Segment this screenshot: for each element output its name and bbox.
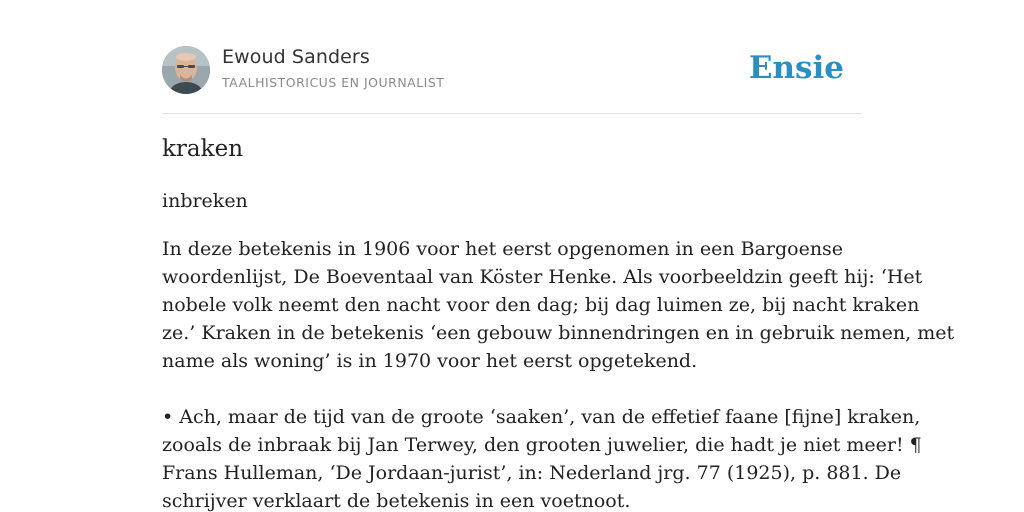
body-line: ze.’ Kraken in de betekenis ‘een gebouw binnendringen en in gebruik nemen, met: [162, 322, 955, 344]
entry-body: [162, 235, 955, 512]
person-photo-icon: [162, 46, 210, 94]
ensie-logo-link[interactable]: Ensie: [748, 50, 844, 86]
entry-meaning: inbreken: [162, 190, 248, 212]
body-line: name als woning’ is in 1970 voor het eerst opgetekend.: [162, 350, 698, 372]
body-line: woordenlijst, De Boeventaal van Köster Henke. Als voorbeeldzin geeft hij: ‘Het: [162, 266, 923, 288]
author-avatar[interactable]: [162, 46, 210, 94]
author-header: [162, 46, 862, 96]
author-role: TAALHISTORICUS EN JOURNALIST: [222, 75, 445, 90]
header-divider: [162, 113, 862, 114]
body-line: nobele volk neemt den nacht voor den dag; bij dag luimen ze, bij nacht kraken: [162, 294, 920, 316]
quote-line: zooals de inbraak bij Jan Terwey, den grooten juwelier, die hadt je niet meer! ¶: [162, 434, 922, 456]
paragraph-gap: [162, 375, 862, 403]
entry-title: kraken: [162, 136, 244, 162]
author-name[interactable]: Ewoud Sanders: [222, 46, 370, 68]
quote-line: schrijver verklaart de betekenis in een voetnoot.: [162, 490, 631, 512]
quote-line: • Ach, maar de tijd van de groote ‘saaken’, van de effetief faane [fijne] kraken,: [162, 406, 921, 428]
quote-line: Frans Hulleman, ‘De Jordaan-jurist’, in: Nederland jrg. 77 (1925), p. 881. De: [162, 462, 902, 484]
body-line: In deze betekenis in 1906 voor het eerst opgenomen in een Bargoense: [162, 238, 844, 260]
